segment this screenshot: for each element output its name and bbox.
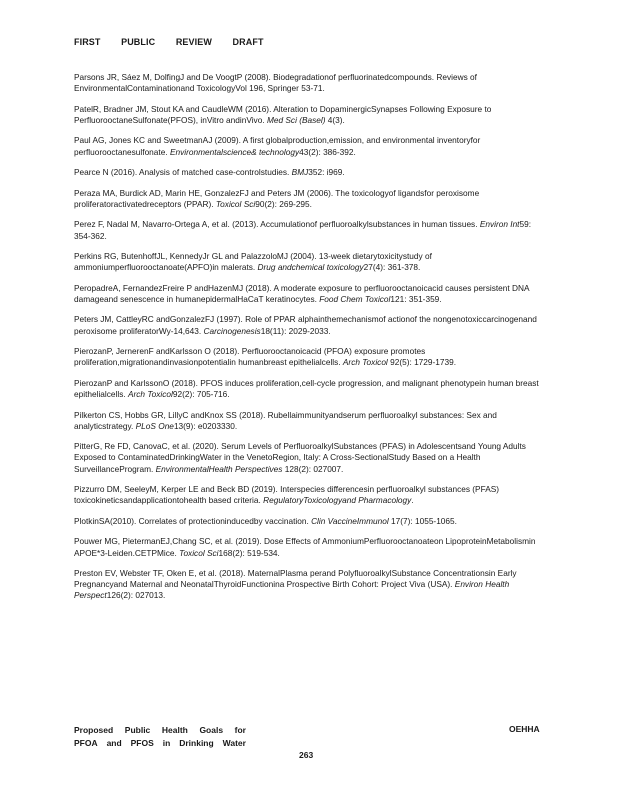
reference-entry	[74, 536, 544, 558]
footer-word: PFOA	[74, 738, 98, 748]
footer-document-title	[74, 724, 254, 750]
footer-word: in	[162, 738, 171, 748]
reference-text: PatelR, Bradner JM, Stout KA and CaudleWM (2016). Alteration to DopaminergicSynapses Following Exposure to PerfluorooctaneSulfonate(PFOS), inVitro andinVivo.	[74, 103, 492, 125]
reference-citation: 17(7): 1055-1065.	[388, 515, 457, 526]
reference-citation: 90(2): 269-295.	[255, 198, 312, 209]
header-word: PUBLIC	[121, 37, 156, 47]
reference-entry	[74, 484, 544, 506]
reference-entry	[74, 72, 544, 94]
reference-entry	[74, 188, 544, 210]
reference-journal: RegulatoryToxicologyand Pharmacology	[263, 495, 412, 506]
reference-entry	[74, 167, 544, 178]
reference-text: PierozanP and KarlssonO (2018). PFOS induces proliferation,cell-cycle progression, and malignant phenotypein human breast epithelialcells.	[74, 377, 539, 400]
reference-journal: Arch Toxicol	[127, 389, 173, 400]
reference-citation: 121: 351-359.	[390, 293, 442, 304]
reference-citation: 43(2): 386-392.	[299, 146, 356, 157]
footer-word: and	[106, 738, 122, 748]
reference-citation: 18(11): 2029-2033.	[260, 325, 331, 336]
footer-title-line-1	[74, 724, 246, 737]
footer-title-line-2	[74, 737, 246, 750]
reference-entry	[74, 251, 544, 273]
reference-journal: Toxicol Sci	[179, 547, 219, 558]
reference-text: Paul AG, Jones KC and SweetmanAJ (2009). A first globalproduction,emission, and environmental inventoryfor perfluorooctanesulfonate.	[74, 135, 481, 157]
reference-journal: EnvironmentalHealth Perspectives	[155, 463, 283, 474]
draft-header	[74, 37, 282, 47]
reference-citation: 13(9): e0203330.	[173, 420, 238, 431]
reference-citation: 352: i969.	[308, 167, 345, 178]
header-word: REVIEW	[175, 37, 212, 47]
reference-journal: Environ Int	[479, 219, 520, 230]
reference-entry	[74, 568, 544, 602]
reference-text: Peters JM, CattleyRC andGonzalezFJ (1997). Role of PPAR alphainthemechanismof actionof the nongenotoxiccarcinogenand peroxisome proliferatorWy-14,643.	[74, 314, 537, 336]
reference-entry	[74, 410, 544, 432]
reference-citation: .	[411, 495, 414, 506]
reference-entry	[74, 441, 544, 475]
reference-entry	[74, 516, 544, 527]
reference-journal: PLoS One	[135, 420, 174, 431]
footer-word: Water	[222, 738, 246, 748]
reference-text: Preston EV, Webster TF, Oken E, et al. (2018). MaternalPlasma perand PolyfluoroalkylSubstance Concentrationsin Early Pregnancyand Maternal and NeonatalThyroidFunctionina Prospective Birth Cohort: Project Viva (USA).	[74, 568, 517, 590]
reference-text: Pilkerton CS, Hobbs GR, LillyC andKnox SS (2018). Rubellaimmunityandserum perfluoroalkyl substances: Sex and analyticstrategy.	[74, 409, 497, 431]
reference-text: PitterG, Re FD, CanovaC, et al. (2020). Serum Levels of PerfluoroalkylSubstances (PFAS) in Adolescentsand Young Adults Exposed to ContaminatedDrinkingWater in the VenetoRegion, Italy: A Cross-SectionalStudy Based on a Health SurveillanceProgram.	[74, 441, 526, 474]
footer-word: Goals	[199, 725, 224, 735]
reference-citation: 92(2): 705-716.	[172, 389, 230, 400]
reference-journal: Toxicol Sci	[215, 198, 256, 209]
reference-text: Perez F, Nadal M, Navarro-Ortega A, et al. (2013). Accumulationof perfluoroalkylsubstances in human tissues.	[74, 219, 480, 230]
reference-entry	[74, 219, 544, 241]
reference-text: Pizzurro DM, SeeleyM, Kerper LE and Beck BD (2019). Interspecies differencesin perfluoroalkyl substances (PFAS) toxicokineticsandapplicationtohealth based criteria.	[74, 484, 500, 506]
reference-entry	[74, 314, 544, 336]
reference-entry	[74, 283, 544, 305]
reference-citation: 168(2): 519-534.	[218, 547, 280, 558]
footer-word: Drinking	[179, 738, 214, 748]
reference-citation: 126(2): 027013.	[106, 590, 166, 601]
reference-journal: BMJ	[291, 167, 309, 178]
reference-journal: Drug andchemical toxicology	[257, 262, 364, 273]
reference-text: Peraza MA, Burdick AD, Marin HE, GonzalezFJ and Peters JM (2006). The toxicologyof ligandsfor peroxisome proliferatoractivatedreceptors (PPAR).	[74, 187, 480, 209]
reference-citation: 4(3).	[325, 114, 345, 125]
reference-text: Pearce N (2016). Analysis of matched case-controlstudies.	[74, 167, 292, 178]
header-word: FIRST	[74, 37, 101, 47]
footer-word: Health	[161, 725, 188, 735]
reference-journal: Food Chem Toxicol	[319, 293, 391, 304]
footer-word: Proposed	[74, 725, 114, 735]
reference-text: Perkins RG, ButenhoffJL, KennedyJr GL and PalazzoloMJ (2004). 13-week dietarytoxicitystudy of ammoniumperfluorooctanoate(APFO)in malerats.	[74, 251, 432, 273]
reference-text: PlotkinSA(2010). Correlates of protectioninducedby vaccination.	[74, 515, 312, 526]
reference-text: Pouwer MG, PietermanEJ,Chang SC, et al. (2019). Dose Effects of AmmoniumPerfluorooctanoateon LipoproteinMetabolismin APOE*3-Leiden.CETPMice.	[74, 536, 536, 558]
reference-journal: Med Sci (Basel)	[266, 114, 326, 125]
reference-journal: Arch Toxicol	[342, 357, 388, 368]
reference-citation: 92(5): 1729-1739.	[387, 357, 457, 368]
reference-citation: 128(2): 027007.	[282, 463, 344, 474]
reference-journal: Carcinogenesis	[203, 325, 261, 336]
reference-journal: Clin VaccineImmunol	[311, 515, 389, 526]
footer-word: Public	[124, 725, 151, 735]
reference-journal: Environmentalscience& technology	[169, 146, 300, 157]
reference-entry	[74, 346, 544, 368]
reference-citation: 27(4): 361-378.	[363, 262, 421, 273]
page-number: 263	[299, 750, 314, 760]
reference-entry	[74, 104, 544, 126]
footer-word: for	[234, 725, 246, 735]
reference-entry	[74, 378, 544, 400]
footer-word: PFOS	[130, 738, 154, 748]
reference-entry	[74, 135, 544, 157]
reference-list	[74, 72, 544, 611]
header-word: DRAFT	[232, 37, 264, 47]
reference-citation: 59: 354-362.	[74, 219, 532, 241]
reference-text: PeropadreA, FernandezFreire P andHazenMJ (2018). A moderate exposure to perfluorooctanoicacid causes persistent DNA damageand senescence in humanepidermalHaCaT keratinocytes.	[74, 282, 530, 304]
footer-agency: OEHHA	[509, 724, 540, 734]
reference-text: Parsons JR, Sáez M, DolfingJ and De VoogtP (2008). Biodegradationof perfluorinatedcompounds. Reviews of EnvironmentalContaminationand ToxicologyVol 196, Springer 53-71.	[74, 72, 477, 94]
reference-text: PierozanP, JernerenF andKarlsson O (2018). Perfluorooctanoicacid (PFOA) exposure promotes proliferation,migrationandinvasionpotentialin humanbreast epithelialcells.	[74, 346, 426, 368]
reference-journal: Environ Health Perspect	[74, 579, 510, 601]
